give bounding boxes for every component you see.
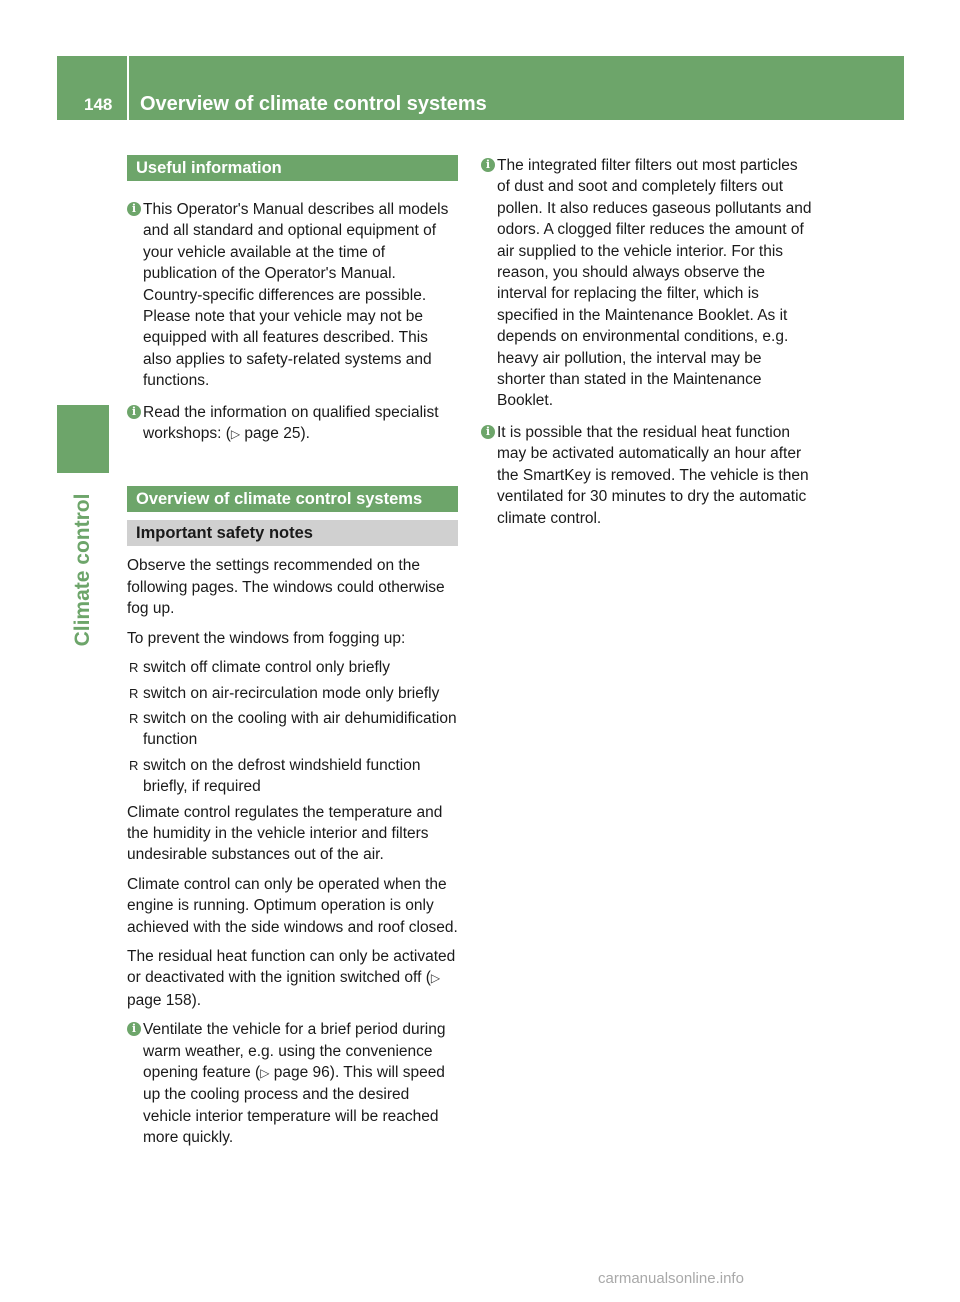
paragraph: To prevent the windows from fogging up: — [127, 629, 406, 647]
fog-prevention-list — [127, 657, 458, 797]
page-reference-arrow-icon: ▷ — [430, 971, 441, 986]
page-reference-arrow-icon: ▷ — [260, 1066, 270, 1080]
useful-information-heading: Useful information — [127, 155, 458, 181]
info-note-filter: i The integrated filter filters out most particles of dust and soot and completely filters out pollen. It also reduces gaseous pollutants and odors. A clogged filter reduces the amount of air supplied to the vehicle interior. For this reason, you should always observe the interval for replacing the filter, which is specified in the Maintenance Booklet. As it depends on environmental conditions, e.g. heavy air pollution, the interval may be shorter than stated in the Maintenance Booklet. — [481, 155, 812, 412]
page-number: 148 — [84, 95, 113, 114]
info-note-text: This Operator's Manual describes all models and all standard and optional equipment of your vehicle available at the time of publication of the Operator's Manual. Country-specific differences are possible. Please note that your vehicle may not be equipped with all features described. This also applies to safety-related systems and functions. — [143, 201, 449, 390]
bullet-marker: R — [129, 757, 139, 773]
info-note-text: Read the information on qualified specialist workshops: ( — [143, 403, 439, 443]
info-icon: i — [481, 158, 495, 172]
info-icon: i — [127, 202, 141, 216]
list-item: R switch on the cooling with air dehumidification function — [129, 709, 457, 749]
safety-notes-heading: Important safety notes — [127, 520, 458, 546]
bullet-marker: R — [129, 685, 139, 701]
bullet-marker: R — [129, 660, 139, 676]
info-note-manual — [127, 199, 458, 392]
paragraph: Observe the settings recommended on the following pages. The windows could otherwise fog up. — [127, 557, 445, 618]
page-reference-link[interactable]: page 96). — [273, 1064, 340, 1081]
info-note-residual-heat: i It is possible that the residual heat function may be activated automatically an hour after the SmartKey is removed. The vehicle is then ventilated for 30 minutes to dry the automatic climate control. — [481, 422, 812, 529]
info-icon: i — [481, 425, 495, 439]
watermark: carmanualsonline.info — [598, 1270, 744, 1287]
list-item: R switch off climate control only briefly — [127, 657, 458, 678]
side-chapter-title — [57, 480, 109, 660]
left-column — [127, 155, 458, 1159]
page-reference-arrow-icon: ▷ — [230, 427, 241, 442]
list-item: R switch on the defrost windshield function briefly, if required — [129, 756, 421, 796]
right-column — [481, 155, 812, 539]
overview-heading: Overview of climate control systems — [127, 486, 458, 512]
paragraph: Climate control can only be operated when the engine is running. Optimum operation is only achieved with the side windows and roof closed. — [127, 875, 458, 936]
info-icon: i — [127, 1022, 141, 1036]
paragraph: Climate control regulates the temperature and the humidity in the vehicle interior and filters undesirable substances out of the air. — [127, 803, 443, 864]
list-item: R switch on air-recirculation mode only briefly — [127, 683, 458, 704]
bullet-marker: R — [129, 710, 139, 726]
page-reference-link[interactable]: page 25). — [244, 425, 310, 443]
page-title: Overview of climate control systems — [140, 93, 487, 115]
page-reference-link[interactable]: page 158). — [127, 991, 202, 1009]
side-chapter-label: Climate control — [71, 493, 94, 647]
info-icon: i — [127, 405, 141, 419]
side-tab-marker — [57, 405, 109, 473]
info-note-workshops — [127, 402, 458, 446]
paragraph-residual-heat: The residual heat function can only be activated or deactivated with the ignition switched off (▷ page 158). — [127, 947, 456, 1009]
info-note-ventilate: i Ventilate the vehicle for a brief period during warm weather, e.g. using the convenience opening feature (▷ page 96). This will speed up the cooling process and the desired vehicle interior temperature will be reached more quickly. — [127, 1019, 458, 1148]
